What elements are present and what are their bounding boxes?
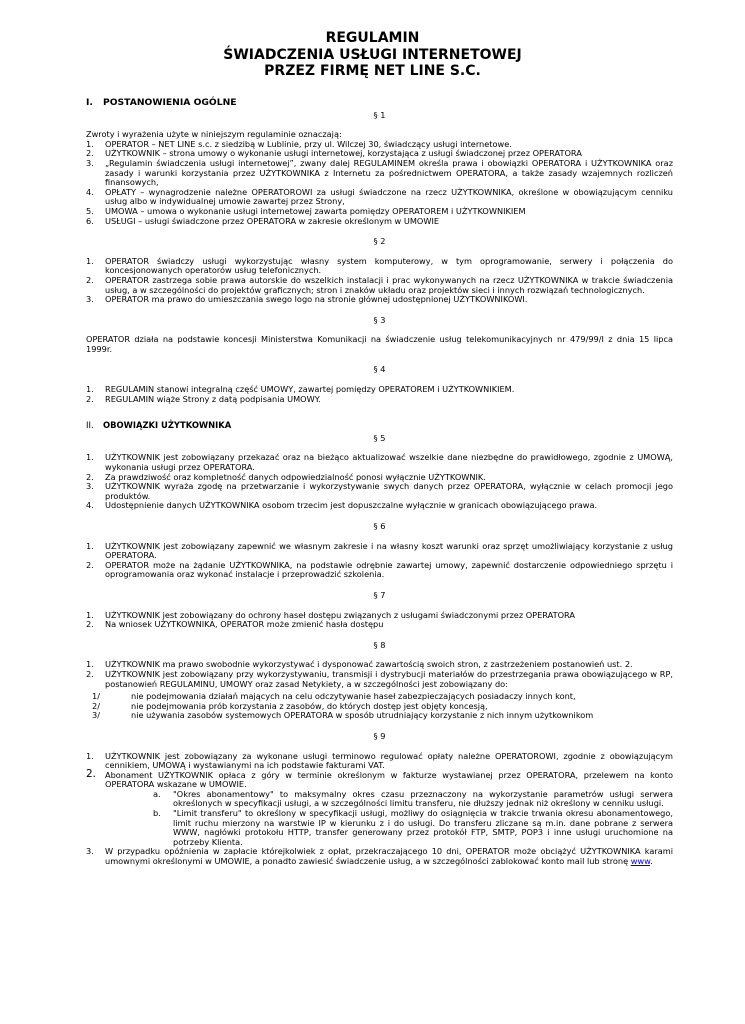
list-item: 3. „Regulamin świadczenia usługi internetowej”, zwany dalej REGULAMINEM określa prawa i obowiązki OPERATORA i UŻYTKOWNIKA oraz zasady i warunki korzystania przez UŻYTKOWNIKA z Internetu za pośrednictwem OPERATORA, a także zasady wzajemnych rozliczeń finansowych, (86, 157, 673, 188)
paragraph-1-list (86, 140, 673, 226)
list-item: 1. UŻYTKOWNIK jest zobowiązany za wykonane usługi terminowo regulować opłaty należne OPERATOROWI, zgodnie z obowiązującym cennikiem, UMOWĄ i wystawianymi na ich podstawie fakturami VAT. (86, 750, 673, 771)
paragraph-sign: § 8 (373, 639, 386, 650)
list-item: 2. OPERATOR może na żądanie UŻYTKOWNIKA, na podstawie odrębnie zawartej umowy, zapewnić dostarczenie odpowiedniego sprzętu i oprogramowania oraz wykonać instalacje i przeprowadzić szkolenia. (86, 559, 673, 580)
list-item: 1. UŻYTKOWNIK jest zobowiązany do ochrony haseł dostępu związanych z usługami świadczonymi przez OPERATORA (86, 609, 575, 620)
paragraph-sign: § 5 (373, 432, 386, 443)
section-number: I. (86, 97, 93, 108)
section-heading (86, 98, 673, 108)
title-line-1: REGULAMIN (325, 30, 420, 46)
paragraph-sign: § 2 (373, 236, 386, 247)
paragraph-4-list (86, 385, 673, 404)
list-item: 3. UŻYTKOWNIK wyraża zgodę na przetwarzanie i wykorzystywanie swych danych przez OPERATORA, wyłącznie w celach promocji jego produktów. (86, 481, 673, 501)
section-heading (86, 421, 673, 431)
section-title: POSTANOWIENIA OGÓLNE (103, 97, 237, 108)
list-item: 2. Na wniosek UŻYTKOWNIKA, OPERATOR może zmienić hasła dostępu (86, 619, 384, 630)
paragraph-sign: § 6 (373, 521, 386, 531)
paragraph-sign: § 4 (373, 364, 386, 375)
letter-list-item: a. "Okres abonamentowy" to maksymalny okres czasu przeznaczony na wykorzystanie parametrów usługi serwera określonych w specyfikacji usługi, a w szczególności limitu transferu, nie dłuższy jednak niż określony w cenniku usługi. (153, 788, 673, 809)
list-item: 1. OPERATOR – NET LINE s.c. z siedzibą w Lublinie, przy ul. Wilczej 30, świadczący usługi internetowe. (86, 138, 512, 149)
letter-list-item: b. "Limit transferu" to określony w specyfikacji usługi, możliwy do osiągnięcia w trakcie trwania okresu abonamentowego, limit ruchu mierzony na warstwie IP w kierunku z i do usługi. Do transferu zliczane są m.in. dane pobrane z serwera WWW, nagłówki protokołu HTTP, transfer generowany przez protokół FTP, SMTP, POP3 i inne usługi uruchomione na potrzeby Klienta. (153, 808, 673, 847)
paragraph-sign: § 7 (373, 589, 386, 600)
paragraph-8-sublist (86, 692, 673, 721)
list-item: 4. Udostępnienie danych UŻYTKOWNIKA osobom trzecim jest dopuszczalne wyłącznie w granicach obowiązującego prawa. (86, 500, 598, 511)
title-line-3: PRZEZ FIRMĘ NET LINE S.C. (264, 63, 481, 79)
paragraph-2-list (86, 257, 673, 305)
list-item: 2. Za prawdziwość oraz kompletność danych odpowiedzialność ponosi wyłącznie UŻYTKOWNIK. (86, 471, 486, 482)
list-item: 2. UŻYTKOWNIK – strona umowy o wykonanie usługi internetowej, korzystająca z usługi świadczonej przez OPERATORA (86, 148, 582, 159)
paragraph-7-list (86, 611, 673, 630)
paragraph-9-list (86, 752, 673, 790)
document-title (0, 30, 745, 80)
paragraph-8-list (86, 660, 673, 689)
paragraph-sign: § 9 (373, 730, 386, 741)
list-item: 2. REGULAMIN wiąże Strony z datą podpisania UMOWY. (86, 393, 321, 404)
paragraph-sign: § 1 (373, 109, 386, 120)
list-item: 2. UŻYTKOWNIK jest zobowiązany przy wykorzystywaniu, transmisji i dystrybucji materiałów do przestrzegania prawa obowiązującego w RP, postanowień REGULAMINU, UMOWY oraz zasad Netykiety, a w szczególności jest zobowiązany do: (86, 668, 673, 689)
paragraph-intro: Zwroty i wyrażenia użyte w niniejszym regulaminie oznaczają: (86, 129, 342, 140)
section-number: II. (86, 420, 94, 431)
section-title: OBOWIĄZKI UŻYTKOWNIKA (103, 420, 232, 431)
paragraph-5-list (86, 453, 673, 511)
list-item: 1. UŻYTKOWNIK jest zobowiązany zapewnić we własnym zakresie i na własny koszt warunki oraz sprzęt umożliwiający korzystanie z usług OPERATORA. (86, 540, 673, 561)
sub-list-item: 3/ nie używania zasobów systemowych OPERATORA w sposób utrudniający korzystanie z nich innym użytkownikom (92, 710, 594, 721)
paragraph-9-letter-list (86, 790, 673, 848)
list-item: 2. OPERATOR zastrzega sobie prawa autorskie do wszelkich instalacji i prac wykonywanych na rzecz UŻYTKOWNIKA w trakcie świadczenia usług, a w szczególności do projektów graficznych; stron i znaków układu oraz projektów sieci i innych rozwiązań technologicznych. (86, 274, 673, 295)
list-item: 1. UŻYTKOWNIK ma prawo swobodnie wykorzystywać i dysponować zawartością swoich stron, z zastrzeżeniem postanowień ust. 2. (86, 659, 633, 670)
list-item: 2. Abonament UŻYTKOWNIK opłaca z góry w terminie określonym w fakturze wystawianej przez OPERATORA, przelewem na konto OPERATORA wskazane w UMOWIE. (86, 767, 673, 790)
title-line-2: ŚWIADCZENIA USŁUGI INTERNETOWEJ (223, 46, 522, 63)
list-item: 1. UŻYTKOWNIK jest zobowiązany przekazać oraz na bieżąco aktualizować wszelkie dane niezbędne do prawidłowego, zgodnie z UMOWĄ, wykonania usługi przez OPERATORA. (86, 452, 673, 473)
paragraph-9-list-cont (86, 847, 673, 866)
list-item: 1. REGULAMIN stanowi integralną część UMOWY, zawartej pomiędzy OPERATOREM i UŻYTKOWNIKIEM. (86, 384, 515, 395)
paragraph-6-list (86, 542, 673, 580)
list-item: 3. OPERATOR ma prawo do umieszczania swego logo na stronie głównej udostępnionej UŻYTKOWNIKOWI. (86, 294, 528, 305)
list-item: 6. USŁUGI – usługi świadczone przez OPERATORA w zakresie określonym w UMOWIE (86, 215, 440, 226)
list-item: 1. OPERATOR świadczy usługi wykorzystując własny system komputerowy, w tym oprogramowanie, serwery i połączenia do koncesjonowanych operatorów usług telefonicznych. (86, 255, 673, 276)
sub-list-item: 1/ nie podejmowania działań mających na celu odczytywanie haseł zabezpieczających posiadaczy innych kont, (92, 691, 576, 702)
www-link[interactable]: www (630, 856, 651, 867)
document-body (86, 98, 673, 867)
paragraph-3-text: OPERATOR działa na podstawie koncesji Ministerstwa Komunikacji na świadczenie usług telekomunikacyjnych nr 479/99/I z dnia 15 lipca 1999r. (86, 334, 673, 354)
list-item: 3. W przypadku opóźnienia w zapłacie którejkolwiek z opłat, przekraczającego 10 dni, OPERATOR może obciążyć UŻYTKOWNIKA karami umownymi określonymi w UMOWIE, a ponadto zawiesić świadczenie usług, a w szczególności zablokować konto mail lub stronę www. (86, 846, 673, 867)
list-item: 4. OPŁATY – wynagrodzenie należne OPERATOROWI za usługi świadczone na rzecz UŻYTKOWNIKA, określone w obowiązującym cenniku usług albo w indywidualnej umowie zawartej przez Strony, (86, 186, 673, 207)
paragraph-sign: § 3 (373, 314, 386, 325)
sub-list-item: 2/ nie podejmowania prób korzystania z zasobów, do których dostęp jest objęty koncesją, (92, 700, 488, 711)
list-item: 5. UMOWA – umowa o wykonanie usługi internetowej zawarta pomiędzy OPERATOREM i UŻYTKOWNIKIEM (86, 205, 526, 216)
